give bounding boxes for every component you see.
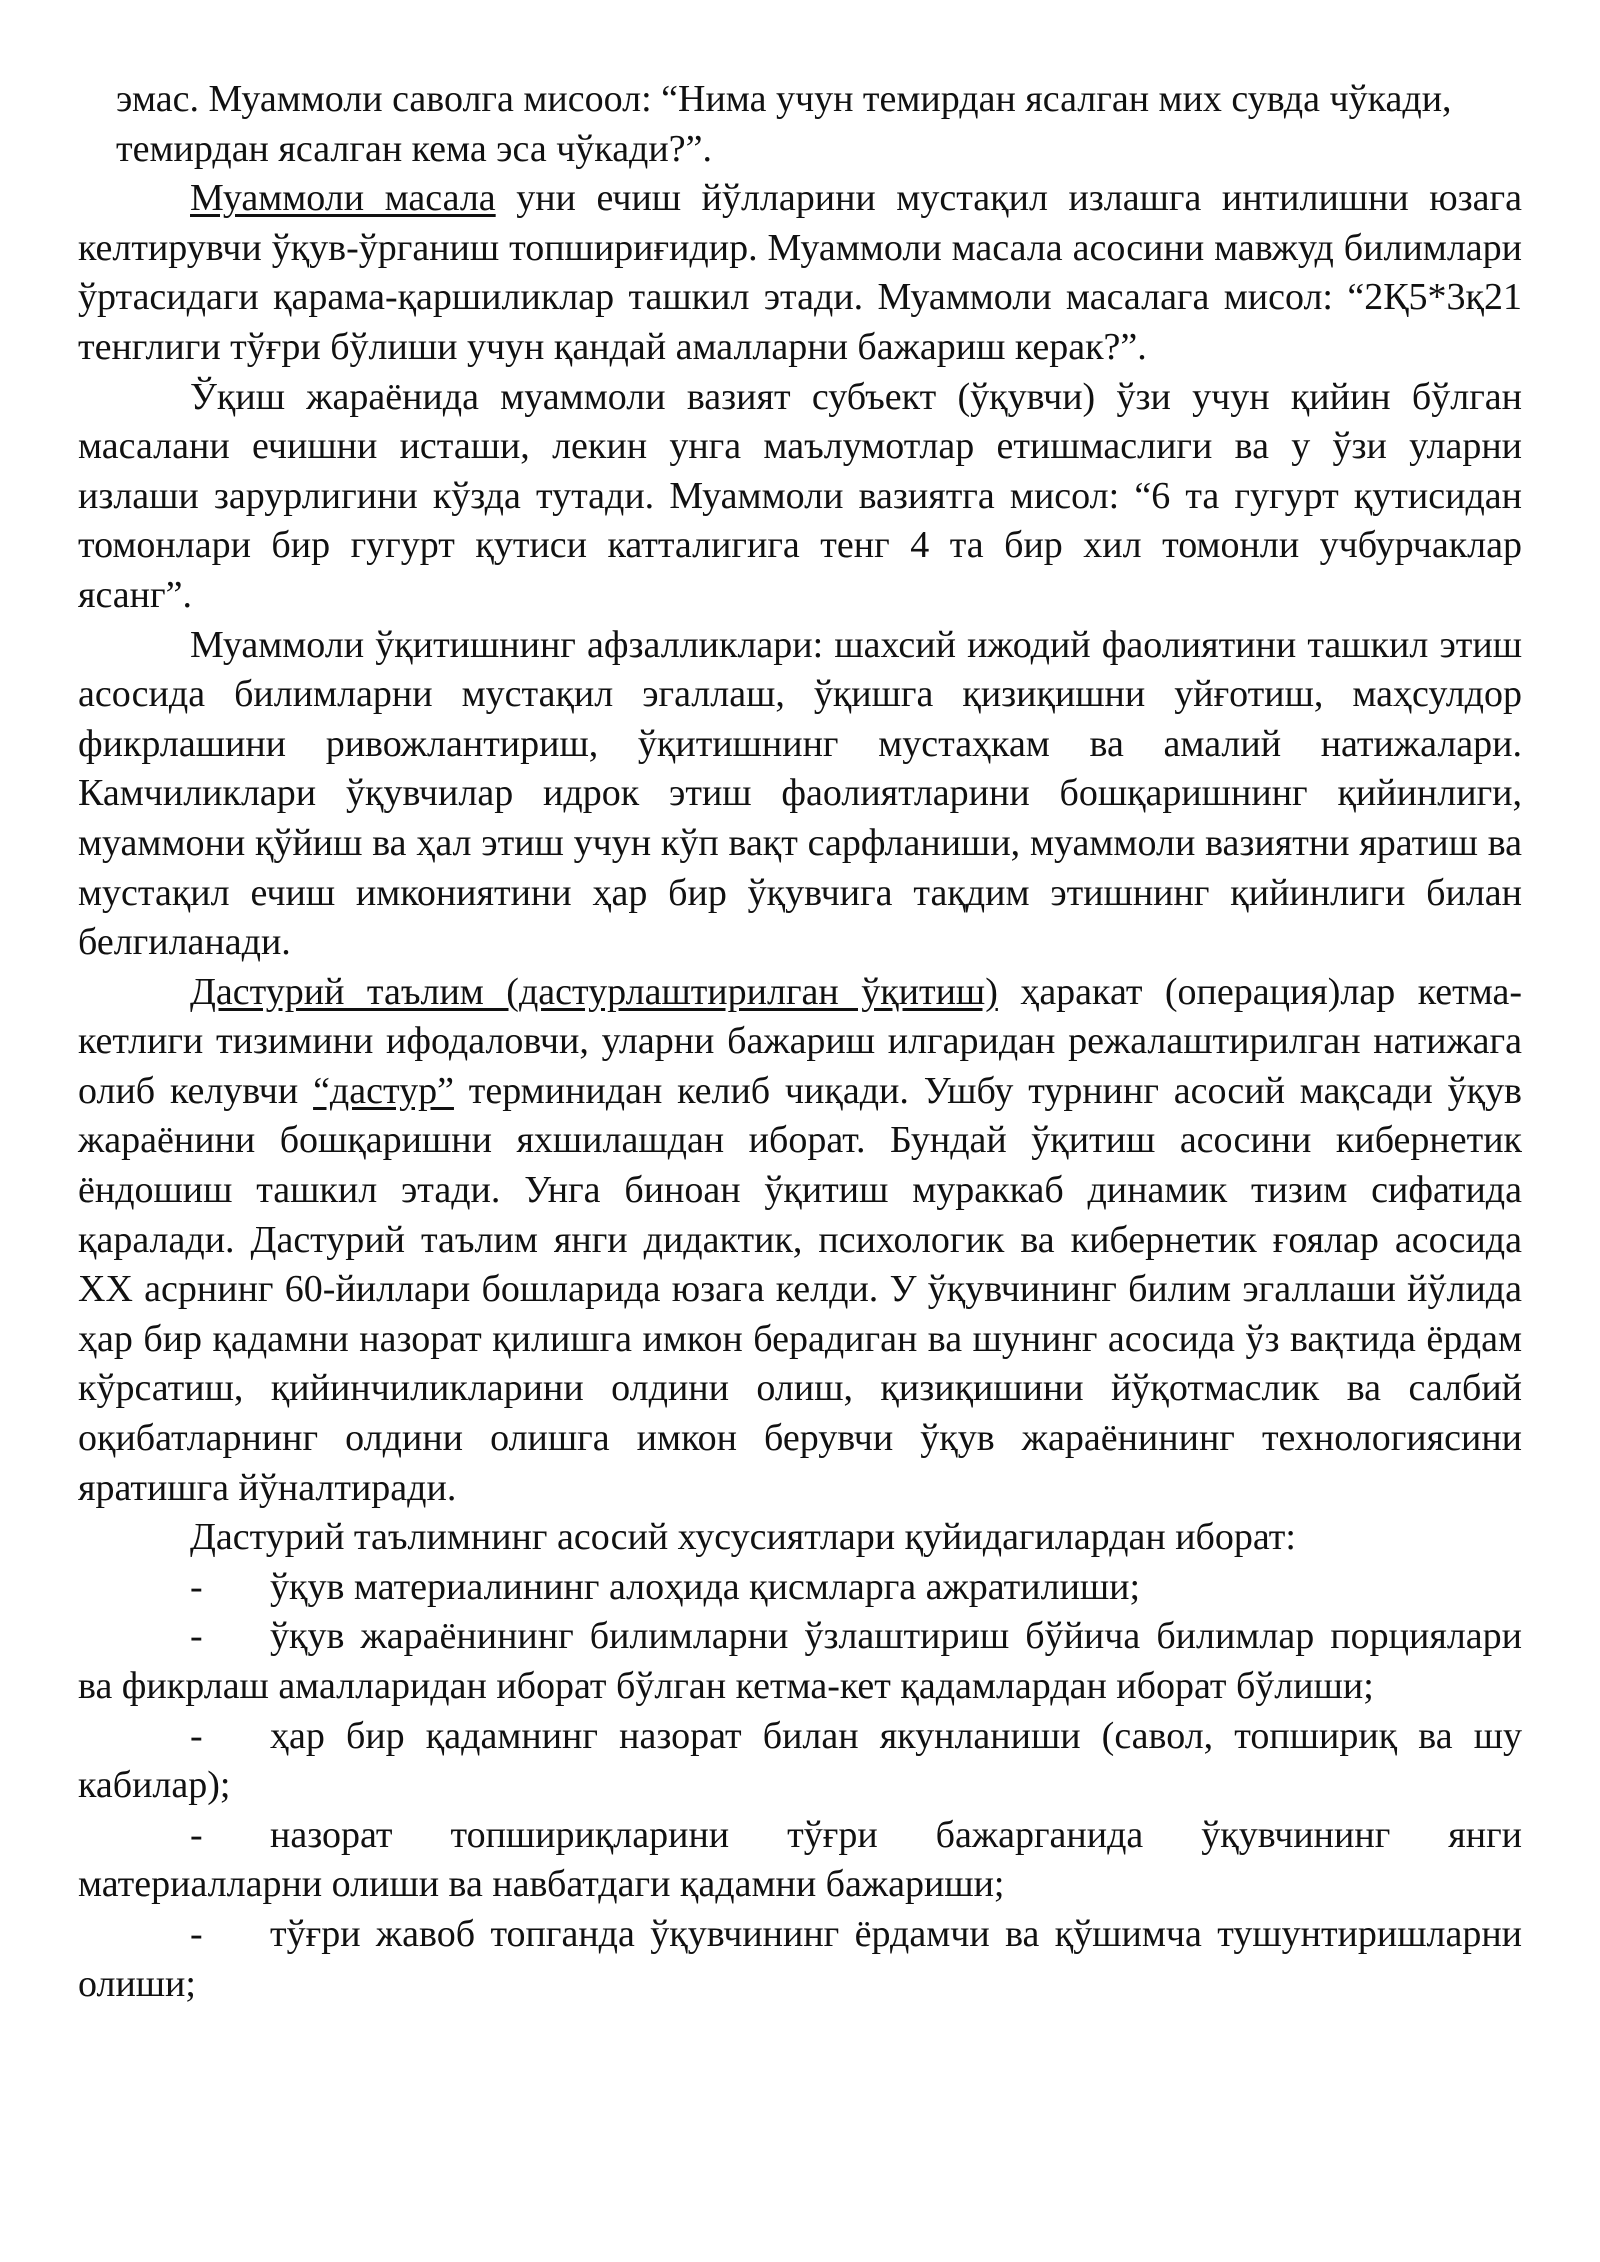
list-dash: - [190,1912,203,1955]
paragraph-features-intro: Дастурий таълимнинг асосий хусусиятлари қуйидагилардан иборат: [190,1516,1296,1559]
paragraph-problem-situation: Ўқиш жараёнида муаммоли вазият субъект (ўқувчи) ўзи учун қийин бўлган масалани ечишни исташи, лекин унга маълумотлар етишмаслиги ва у ўзи уларни излаши зарурлигини кўзда тутади. Муаммоли вазиятга мисол: “6 та гугурт қутисидан томонлари бир гугурт қутиси катталигига тенг 4 та бир хил томонли учбурчаклар ясанг”. [78,375,1522,616]
list-item [78,1612,1522,1711]
list-dash: - [190,1565,203,1608]
paragraph-advantages: Муаммоли ўқитишнинг афзалликлари: шахсий ижодий фаолиятини ташкил этиш асосида билимларни мустақил эгаллаш, ўқишга қизиқишни уйғотиш, маҳсулдор фикрлашини ривожлантириш, ўқитишнинг мустаҳкам ва амалий натижалари. Камчиликлари ўқувчилар идрок этиш фаолиятларини бошқаришнинг қийинлиги, муаммони қўйиш ва ҳал этиш учун кўп вақт сарфланиши, муаммоли вазиятни яратиш ва мустақил ечиш имкониятини ҳар бир ўқувчига тақдим этишнинг қийинлиги билан белгиланади. [78,623,1522,964]
list-item-text: ўқув материалининг алоҳида қисмларга ажратилиши; [270,1565,1141,1608]
paragraph-text: ҳаракат (операция)лар кетма-кетлиги тизимини ифодаловчи, уларни бажариш илгаридан режалаштирилган натижага олиб келувчи [78,970,1523,1112]
paragraph-text: терминидан келиб чиқади. Ушбу турнинг асосий мақсади ўқув жараёнини бошқаришни яхшилашдан иборат. Бундай ўқитиш асосини кибернетик ёндошиш ташкил этади. Унга биноан ўқитиш мураккаб динамик тизим сифатида қаралади. Дастурий таълим янги дидактик, психологик ва кибернетик ғоялар асосида XX асрнинг 60-йиллари бошларида юзага келди. У ўқувчининг билим эгаллаши йўлида ҳар бир қадамни назорат қилишга имкон берадиган ва шунинг асосида ўз вақтида ёрдам кўрсатиш, қийинчиликларини олдини олиш, қизиқишини йўқотмаслик ва салбий оқибатларнинг олдини олишга имкон берувчи ўқув жараёнининг технологиясини яратишга йўналтиради. [78,1069,1522,1509]
paragraph-problem-task [78,174,1522,372]
term-program: “дастур” [313,1069,454,1112]
list-dash: - [190,1615,203,1658]
paragraph-programmed-learning [78,968,1522,1514]
term-problem-task: Муаммоли масала [190,177,496,220]
list-item [78,1712,1522,1811]
list-item-text: назорат топшириқларини тўғри бажарганида ўқувчининг янги материалларни олиши ва навбатдаги қадамни бажариши; [78,1813,1522,1906]
term-programmed-learning: Дастурий таълим (дастурлаштирилган ўқитиш) [190,970,998,1013]
list-dash: - [190,1714,203,1757]
paragraph-text: уни ечиш йўлларини мустақил излашга интилишни юзага келтирувчи ўқув-ўрганиш топшириғидир. Муаммоли масала асосини мавжуд билимлари ўртасидаги қарама-қаршиликлар ташкил этади. Муаммоли масалага мисол: “2Қ5*3қ21 тенглиги тўғри бўлиши учун қандай амалларни бажариш керак?”. [78,177,1522,368]
list-item-text: ҳар бир қадамнинг назорат билан якунланиши (савол, топшириқ ва шу кабилар); [78,1714,1522,1807]
list-item-text: тўғри жавоб топганда ўқувчининг ёрдамчи ва қўшимча тушунтиришларни олиши; [78,1912,1522,2005]
list-item [78,1910,1522,2009]
list-item [78,1563,1522,1613]
list-dash: - [190,1813,203,1856]
list-item-text: ўқув жараёнининг билимларни ўзлаштириш бўйича билимлар порциялари ва фикрлаш амалларидан иборат бўлган кетма-кет қадамлардан иборат бўлиши; [78,1615,1522,1707]
list-item [78,1811,1522,1910]
paragraph-continuation: эмас. Муаммоли саволга мисоол: “Нима учун темирдан ясалган мих сувда чўкади, темирдан ясалган кема эса чўкади?”. [116,78,1452,170]
